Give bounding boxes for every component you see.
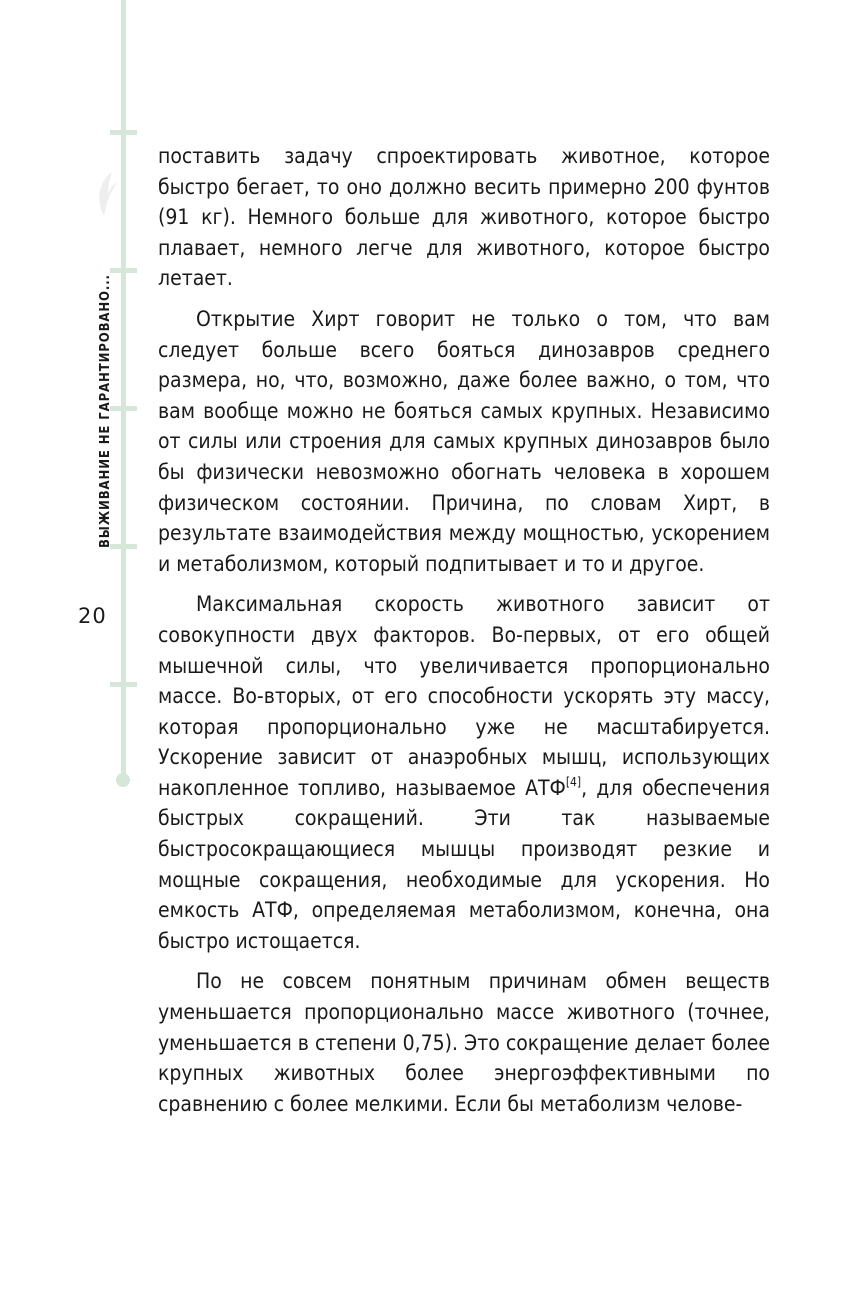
rail-tick bbox=[110, 682, 137, 687]
paragraph: Открытие Хирт говорит не только о том, что вам следует больше всего бояться динозавров среднего размера, но, что, возможно, даже более важно, о том, что вам вообще можно не бояться самых крупных. Независимо от силы или строения для самых крупных динозавров было бы физически невозможно обогнать человека в хорошем физическом состоянии. Причина, по словам Хирт, в результате взаимодействия между мощностью, ускорением и метаболизмом, который подпитывает и то и другое. bbox=[158, 306, 770, 576]
rail-tick bbox=[110, 544, 137, 549]
paragraph-text: , для обеспечения быстрых сокращений. Эти так называемые быстросокращающиеся мышцы производят резкие и мощные сокращения, необходимые для ускорения. Но емкость АТФ, определяемая метаболизмом, конечна, она быстро истощается. bbox=[158, 775, 770, 953]
rail-tick bbox=[110, 406, 137, 411]
paragraph-text: Максимальная скорость животного зависит от совокупности двух факторов. Во-первых, от его общей мышечной силы, что увеличивается пропорционально массе. Во-вторых, от его способности ускорять эту массу, которая пропорционально уже не масштабируется. Ускорение зависит от анаэробных мышц, использующих накопленное топливо, называемое АТФ bbox=[158, 592, 770, 800]
rail-tick bbox=[110, 130, 137, 135]
paragraph: По не совсем понятным причинам обмен веществ уменьшается пропорционально массе животного (точнее, уменьшается в степени 0,75). Это сокращение делает более крупных животных более энергоэффективными по сравнению с более мелкими. Если бы метаболизм челове- bbox=[158, 969, 770, 1116]
footnote-ref[interactable]: [4] bbox=[565, 774, 582, 789]
running-head: ВЫЖИВАНИЕ НЕ ГАРАНТИРОВАНО... bbox=[98, 274, 113, 548]
rail-end-dot bbox=[116, 773, 130, 787]
body-text bbox=[158, 141, 770, 1129]
page-number: 20 bbox=[78, 604, 107, 628]
paragraph bbox=[158, 589, 770, 956]
rail-tick bbox=[110, 268, 137, 273]
margin-rail bbox=[121, 0, 126, 778]
leaf-icon bbox=[94, 170, 120, 218]
paragraph: поставить задачу спроектировать животное, которое быстро бегает, то оно должно весить примерно 200 фунтов (91 кг). Немного больше для животного, которое быстро плавает, немного легче для животного, которое быстро летает. bbox=[158, 144, 770, 291]
